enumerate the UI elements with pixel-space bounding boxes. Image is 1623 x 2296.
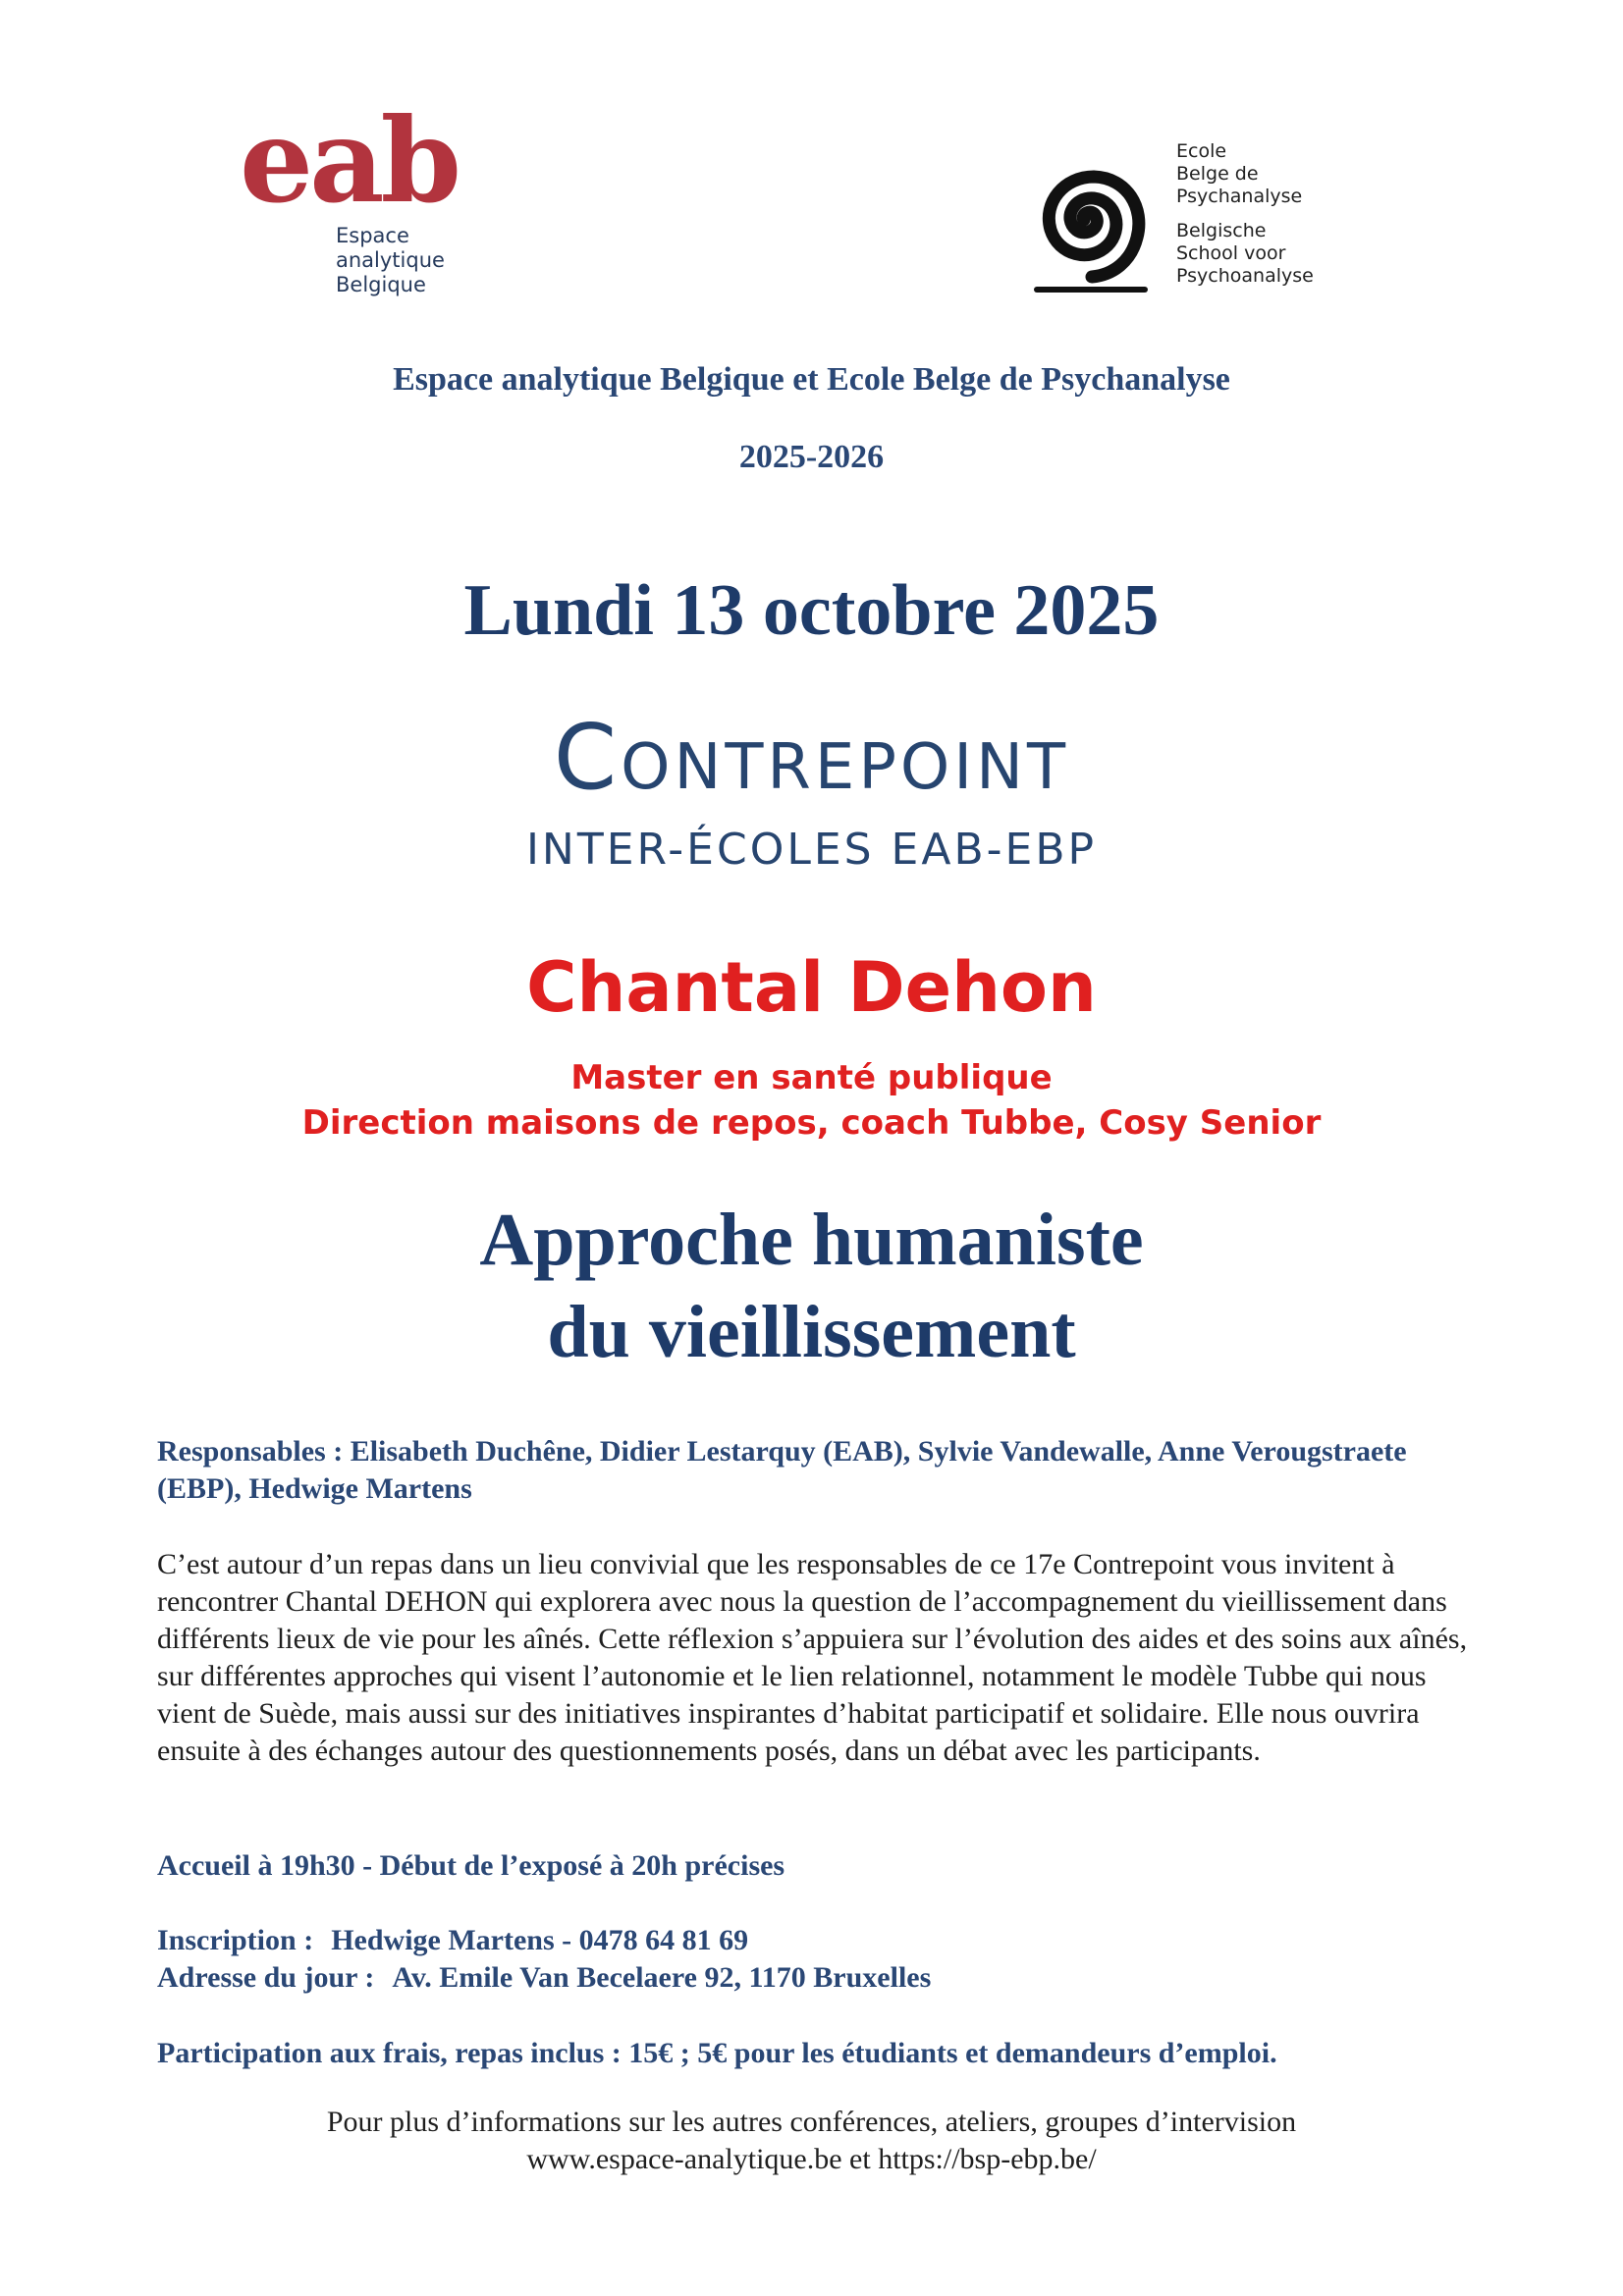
eab-logo bbox=[236, 92, 471, 309]
eab-logo-line: Belgique bbox=[336, 273, 426, 296]
series-subtitle: INTER-ÉCOLES EAB-EBP bbox=[525, 825, 1098, 875]
schedule-info: Accueil à 19h30 - Début de l’exposé à 20h précises bbox=[157, 1849, 785, 1882]
ebp-logo-text bbox=[1176, 140, 1314, 288]
fees-info: Participation aux frais, repas inclus : 15€ ; 5€ pour les étudiants et demandeurs d’emploi. bbox=[157, 2037, 1277, 2069]
address-value: Av. Emile Van Becelaere 92, 1170 Bruxelles bbox=[392, 1961, 932, 1994]
ebp-logo-line: Belge de bbox=[1176, 163, 1259, 185]
speaker-name: Chantal Dehon bbox=[526, 947, 1097, 1028]
footer-links: www.espace-analytique.be et https://bsp-ebp.be/ bbox=[526, 2143, 1097, 2175]
talk-title-line: du vieillissement bbox=[547, 1291, 1076, 1373]
address-info bbox=[157, 1959, 1473, 1997]
eab-wordmark: eab bbox=[240, 92, 459, 229]
talk-title-line: Approche humaniste bbox=[479, 1199, 1144, 1281]
event-date: Lundi 13 octobre 2025 bbox=[463, 570, 1160, 651]
description-paragraph: C’est autour d’un repas dans un lieu convivial que les responsables de ce 17e Contrepoint vous invitent à rencontrer Chantal DEHON qui explorera avec nous la question de l’accompagnement du vieillissement dans différents lieux de vie pour les aînés. Cette réflexion s’appuiera sur l’évolution des aides et des soins aux aînés, sur différentes approches qui visent l’autonomie et le lien relationnel, notamment le modèle Tubbe qui nous vient de Suède, mais aussi sur des initiatives inspirantes d’habitat participatif et solidaire. Elle nous ouvrira ensuite à des échanges autour des questionnements posés, dans un débat avec les participants. bbox=[157, 1548, 1468, 1767]
inscription-contact: Hedwige Martens - 0478 64 81 69 bbox=[331, 1924, 749, 1956]
organizations-heading: Espace analytique Belgique et Ecole Belge de Psychanalyse bbox=[393, 361, 1230, 398]
series-title: Contrepoint bbox=[553, 705, 1070, 810]
ebp-logo-line: Belgische bbox=[1176, 220, 1267, 241]
speaker-credential: Direction maisons de repos, coach Tubbe, Cosy Senior bbox=[301, 1103, 1322, 1143]
ebp-logo-line: School voor bbox=[1176, 242, 1286, 264]
footer-info bbox=[0, 2104, 1623, 2178]
talk-title bbox=[0, 1194, 1623, 1378]
speaker-credential: Master en santé publique bbox=[570, 1058, 1053, 1097]
eab-logo-line: Espace bbox=[336, 224, 409, 247]
address-label: Adresse du jour : bbox=[157, 1961, 375, 1994]
inscription-info bbox=[157, 1922, 1473, 1959]
eab-logo-text bbox=[336, 224, 445, 297]
ebp-logo-line: Psychoanalyse bbox=[1176, 265, 1314, 287]
spiral-icon bbox=[1001, 135, 1173, 307]
responsables: Responsables : Elisabeth Duchêne, Didier Lestarquy (EAB), Sylvie Vandewalle, Anne Verougstraete (EBP), Hedwige Martens bbox=[157, 1435, 1407, 1505]
ebp-logo-line: Ecole bbox=[1176, 140, 1227, 162]
ebp-logo bbox=[1001, 135, 1355, 307]
footer-line: Pour plus d’informations sur les autres conférences, ateliers, groupes d’intervision bbox=[326, 2106, 1297, 2138]
inscription-label: Inscription : bbox=[157, 1924, 314, 1956]
ebp-logo-line: Psychanalyse bbox=[1176, 186, 1303, 207]
season-heading: 2025-2026 bbox=[738, 439, 885, 475]
eab-logo-line: analytique bbox=[336, 248, 445, 272]
